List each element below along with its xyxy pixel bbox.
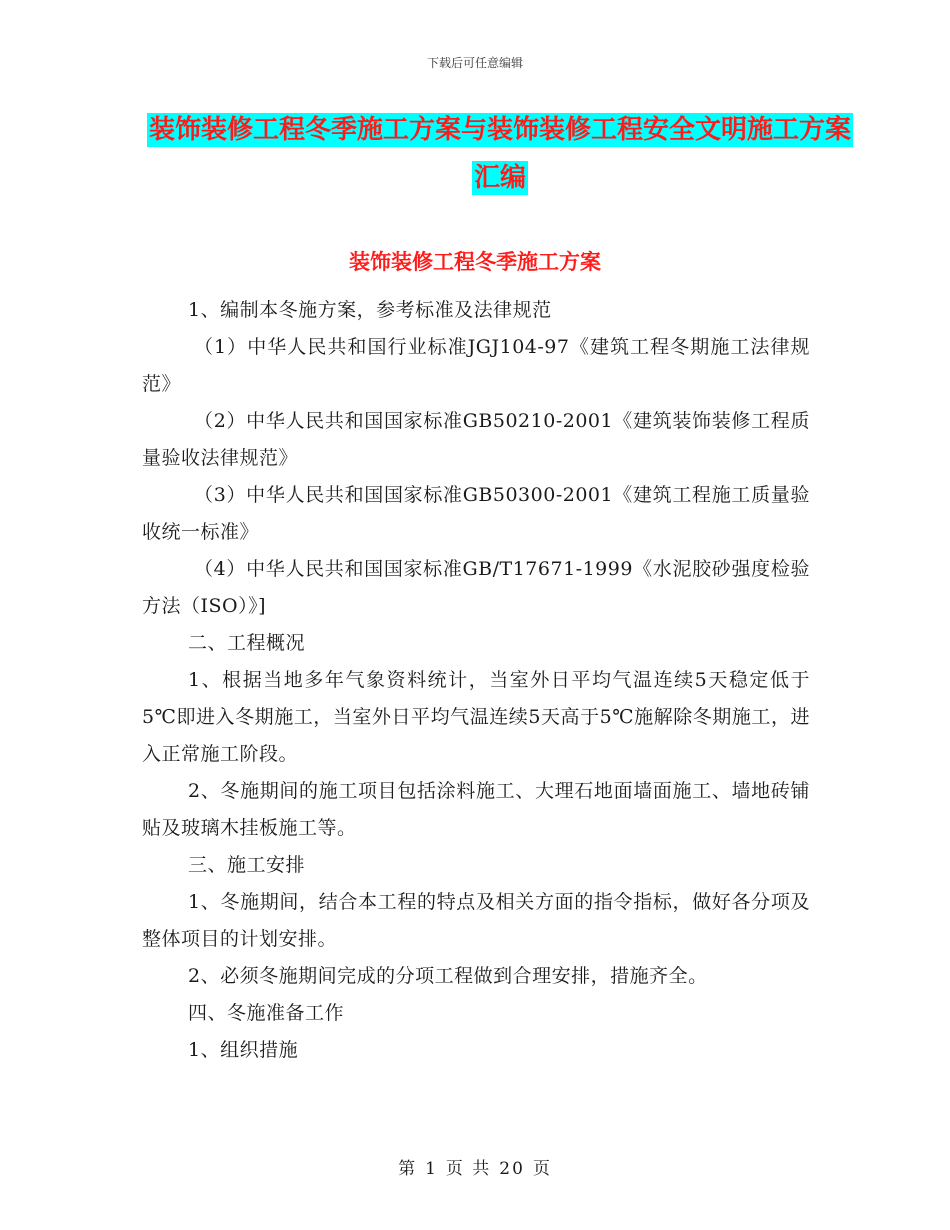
- header-note: 下载后可任意编辑: [426, 56, 523, 70]
- document-body: [142, 292, 810, 1069]
- paragraph: 1、根据当地多年气象资料统计，当室外日平均气温连续5天稳定低于5℃即进入冬期施工，当室外日平均气温连续5天高于5℃施解除冬期施工，进入正常施工阶段。: [142, 669, 810, 765]
- paragraph: （4）中华人民共和国国家标准GB/T17671-1999《水泥胶砂强度检验方法（ISO）》]: [142, 558, 810, 617]
- paragraph: 2、必须冬施期间完成的分项工程做到合理安排，措施齐全。: [188, 965, 708, 987]
- paragraph: （3）中华人民共和国国家标准GB50300-2001《建筑工程施工质量验收统一标准》: [142, 484, 810, 543]
- footer-prefix: 第: [398, 1159, 418, 1179]
- paragraph: （1）中华人民共和国行业标准JGJ104-97《建筑工程冬期施工法律规范》: [142, 336, 810, 395]
- footer-suffix: 页: [532, 1159, 552, 1179]
- footer-page-number: 1: [425, 1159, 438, 1179]
- document-title-text: 装饰装修工程冬季施工方案与装饰装修工程安全文明施工方案汇编: [148, 115, 851, 193]
- paragraph: 三、施工安排: [188, 854, 306, 876]
- paragraph: （2）中华人民共和国国家标准GB50210-2001《建筑装饰装修工程质量验收法律规范》: [142, 410, 810, 469]
- footer-total-pages: 20: [499, 1159, 525, 1179]
- paragraph: 1、组织措施: [188, 1039, 299, 1061]
- document-title: [140, 106, 860, 202]
- section-title: 装饰装修工程冬季施工方案: [349, 250, 601, 274]
- paragraph: 2、冬施期间的施工项目包括涂料施工、大理石地面墙面施工、墙地砖铺贴及玻璃木挂板施工等。: [142, 780, 810, 839]
- paragraph: 二、工程概况: [188, 632, 306, 654]
- paragraph: 四、冬施准备工作: [188, 1002, 345, 1024]
- paragraph: 1、冬施期间，结合本工程的特点及相关方面的指令指标，做好各分项及整体项目的计划安排。: [142, 891, 810, 950]
- footer-middle: 页 共: [445, 1159, 492, 1179]
- page-footer: [0, 1154, 950, 1179]
- paragraph: 1、编制本冬施方案，参考标准及法律规范: [188, 299, 552, 321]
